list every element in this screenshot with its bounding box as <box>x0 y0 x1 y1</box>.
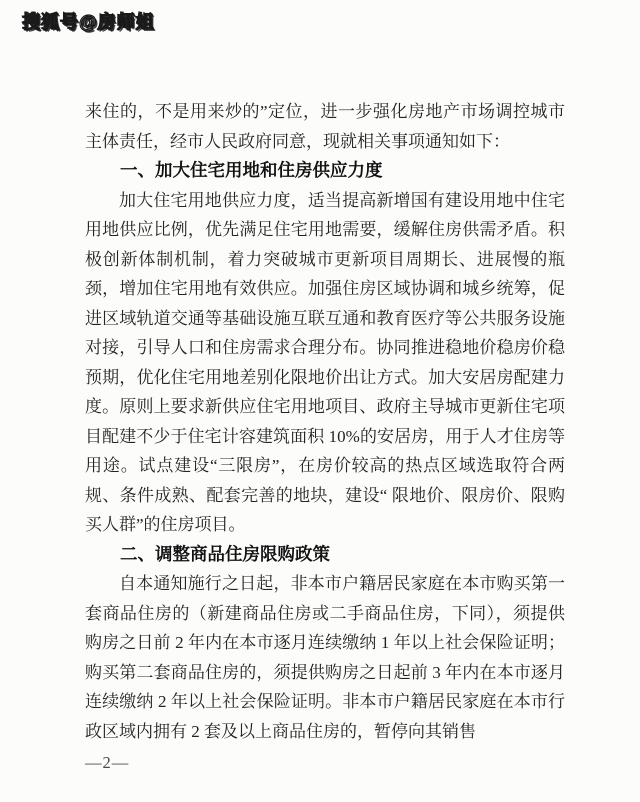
intro-paragraph: 来住的，不是用来炒的”定位，进一步强化房地产市场调控城市主体责任，经市人民政府同意，现就相关事项通知如下： <box>85 102 565 151</box>
section-1-heading: 一、加大住宅用地和住房供应力度 <box>120 160 383 180</box>
section-2-heading: 二、调整商品住房限购政策 <box>120 543 330 564</box>
sohu-account-watermark: 搜狐号@房师姐 <box>22 12 155 32</box>
section-1-paragraph: 加大住宅用地供应力度，适当提高新增国有建设用地中住宅用地供应比例，优先满足住宅用地需要，缓解住房供需矛盾。积极创新体制机制，着力突破城市更新项目周期长、进展慢的瓶颈，增加住宅用地有效供应。加强住房区域协调和城乡统筹，促进区域轨道交通等基础设施互联互通和教育医疗等公共服务设施对接，引导人口和住房需求合理分布。协同推进稳地价稳房价稳预期，优化住宅用地差别化限地价出让方式。加大安居房配建力度。原则上要求新供应住宅用地项目、政府主导城市更新住宅项目配建不少于住宅计容建筑面积 10%的安居房，用于人才住房等用途。试点建设“三限房”，在房价较高的热点区域选取符合两规、条件成熟、配套完善的地块，建设“ 限地价、限房价、限购买人群”的住房项目。 <box>85 190 565 534</box>
page-number: —2— <box>85 753 130 772</box>
document-body <box>85 97 565 778</box>
section-2-paragraph: 自本通知施行之日起，非本市户籍居民家庭在本市购买第一套商品住房的（新建商品住房或二手商品住房，下同），须提供购房之日前 2 年内在本市逐月连续缴纳 1 年以上社会保险证明；购买第二套商品住房的，须提供购房之日起前 3 年内在本市逐月连续缴纳 2 年以上社会保险证明。非本市户籍居民家庭在本市行政区域内拥有 2 套及以上商品住房的，暂停向其销售 <box>85 574 565 741</box>
